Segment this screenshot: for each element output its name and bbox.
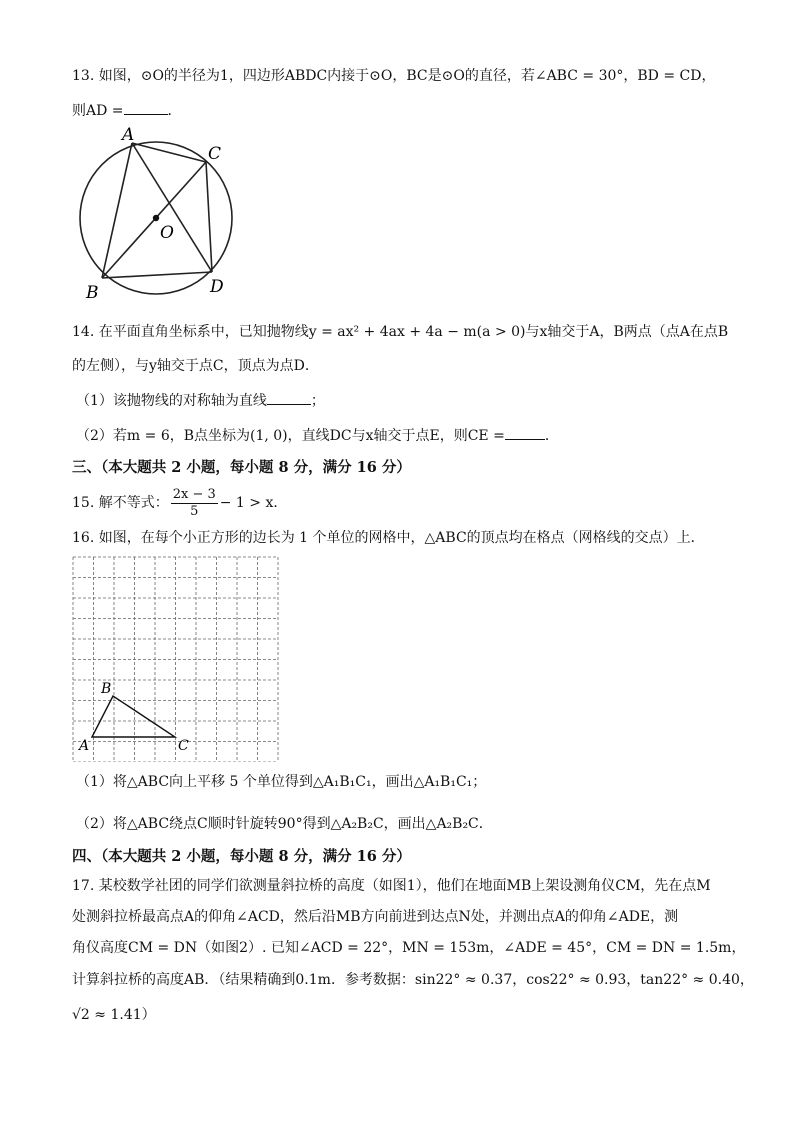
q16-part2: （2）将△ABC绕点C顺时针旋转90°得到△A₂B₂C，画出△A₂B₂C． <box>76 816 493 832</box>
q13-answer-suffix: ． <box>167 103 182 119</box>
q17-line5: √2 ≈ 1.41） <box>72 1007 156 1023</box>
label-a: A <box>122 125 135 145</box>
q15-suffix: − 1 > x． <box>219 495 288 511</box>
section-4-heading: 四、（本大题共 2 小题，每小题 8 分，满分 16 分） <box>72 848 411 865</box>
dashed-grid <box>73 557 278 762</box>
q15-fraction-denominator: 5 <box>190 503 199 519</box>
q15-fraction <box>171 487 218 520</box>
q14-part2-text: （2）若m = 6，B点坐标为(1, 0)，直线DC与x轴交于点E，则CE = <box>76 428 505 444</box>
q15-prefix: 15. 解不等式： <box>72 495 169 511</box>
q13-answer-prefix: 则AD = <box>72 103 124 119</box>
q14-part1-blank[interactable] <box>267 390 311 405</box>
q13-line2 <box>72 100 182 121</box>
label-c: C <box>208 144 222 164</box>
grid-label-a: A <box>79 738 90 754</box>
q14-part1-suffix: ； <box>310 393 325 409</box>
segment-bd <box>102 272 212 278</box>
q14-line2: 的左侧），与y轴交于点C，顶点为点D． <box>72 358 319 374</box>
q16-stem: 16. 如图，在每个小正方形的边长为 1 个单位的网格中，△ABC的顶点均在格点（网格线的交点）上． <box>72 530 705 546</box>
q14-line1: 14. 在平面直角坐标系中，已知抛物线y = ax² + 4ax + 4a − m(a > 0)与x轴交于A，B两点（点A在点B <box>72 324 729 340</box>
label-d: D <box>210 277 224 297</box>
section-3-heading: 三、（本大题共 2 小题，每小题 8 分，满分 16 分） <box>72 459 411 476</box>
q17-line3: 角仪高度CM = DN（如图2）. 已知∠ACD = 22°，MN = 153m，∠ADE = 45°，CM = DN = 1.5m， <box>72 940 746 956</box>
segment-ad <box>132 143 212 272</box>
q14-part1-text: （1）该抛物线的对称轴为直线 <box>76 393 267 409</box>
segment-ab <box>102 143 132 278</box>
q13-answer-blank[interactable] <box>124 100 168 115</box>
q14-part2 <box>76 425 559 446</box>
q17-line2: 处测斜拉桥最高点A的仰角∠ACD，然后沿MB方向前进到达点N处，并测出点A的仰角∠ADE，测 <box>72 909 679 925</box>
center-point-o <box>153 215 159 221</box>
q13-line1: 13. 如图，⊙O的半径为1，四边形ABDC内接于⊙O，BC是⊙O的直径，若∠ABC = 30°，BD = CD， <box>72 68 716 84</box>
q15-fraction-numerator: 2x − 3 <box>172 486 216 502</box>
q14-part2-blank[interactable] <box>505 425 545 440</box>
q15-line <box>72 485 287 521</box>
q14-part2-suffix: ． <box>544 428 559 444</box>
q17-line4: 计算斜拉桥的高度AB．（结果精确到0.1m．参考数据：sin22° ≈ 0.37，cos22° ≈ 0.93，tan22° ≈ 0.40， <box>72 972 754 988</box>
label-o: O <box>160 223 174 243</box>
grid-label-c: C <box>178 738 189 754</box>
triangle-abc <box>92 696 175 737</box>
q14-part1 <box>76 390 325 411</box>
q16-part1: （1）将△ABC向上平移 5 个单位得到△A₁B₁C₁，画出△A₁B₁C₁； <box>76 774 487 790</box>
q13-circle-figure <box>74 124 244 304</box>
q17-line1: 17. 某校数学社团的同学们欲测量斜拉桥的高度（如图1），他们在地面MB上架设测角仪CM，先在点M <box>72 878 711 894</box>
segment-cd <box>206 162 212 272</box>
q16-grid-figure <box>72 556 282 762</box>
grid-label-b: B <box>101 681 112 697</box>
label-b: B <box>86 283 99 303</box>
